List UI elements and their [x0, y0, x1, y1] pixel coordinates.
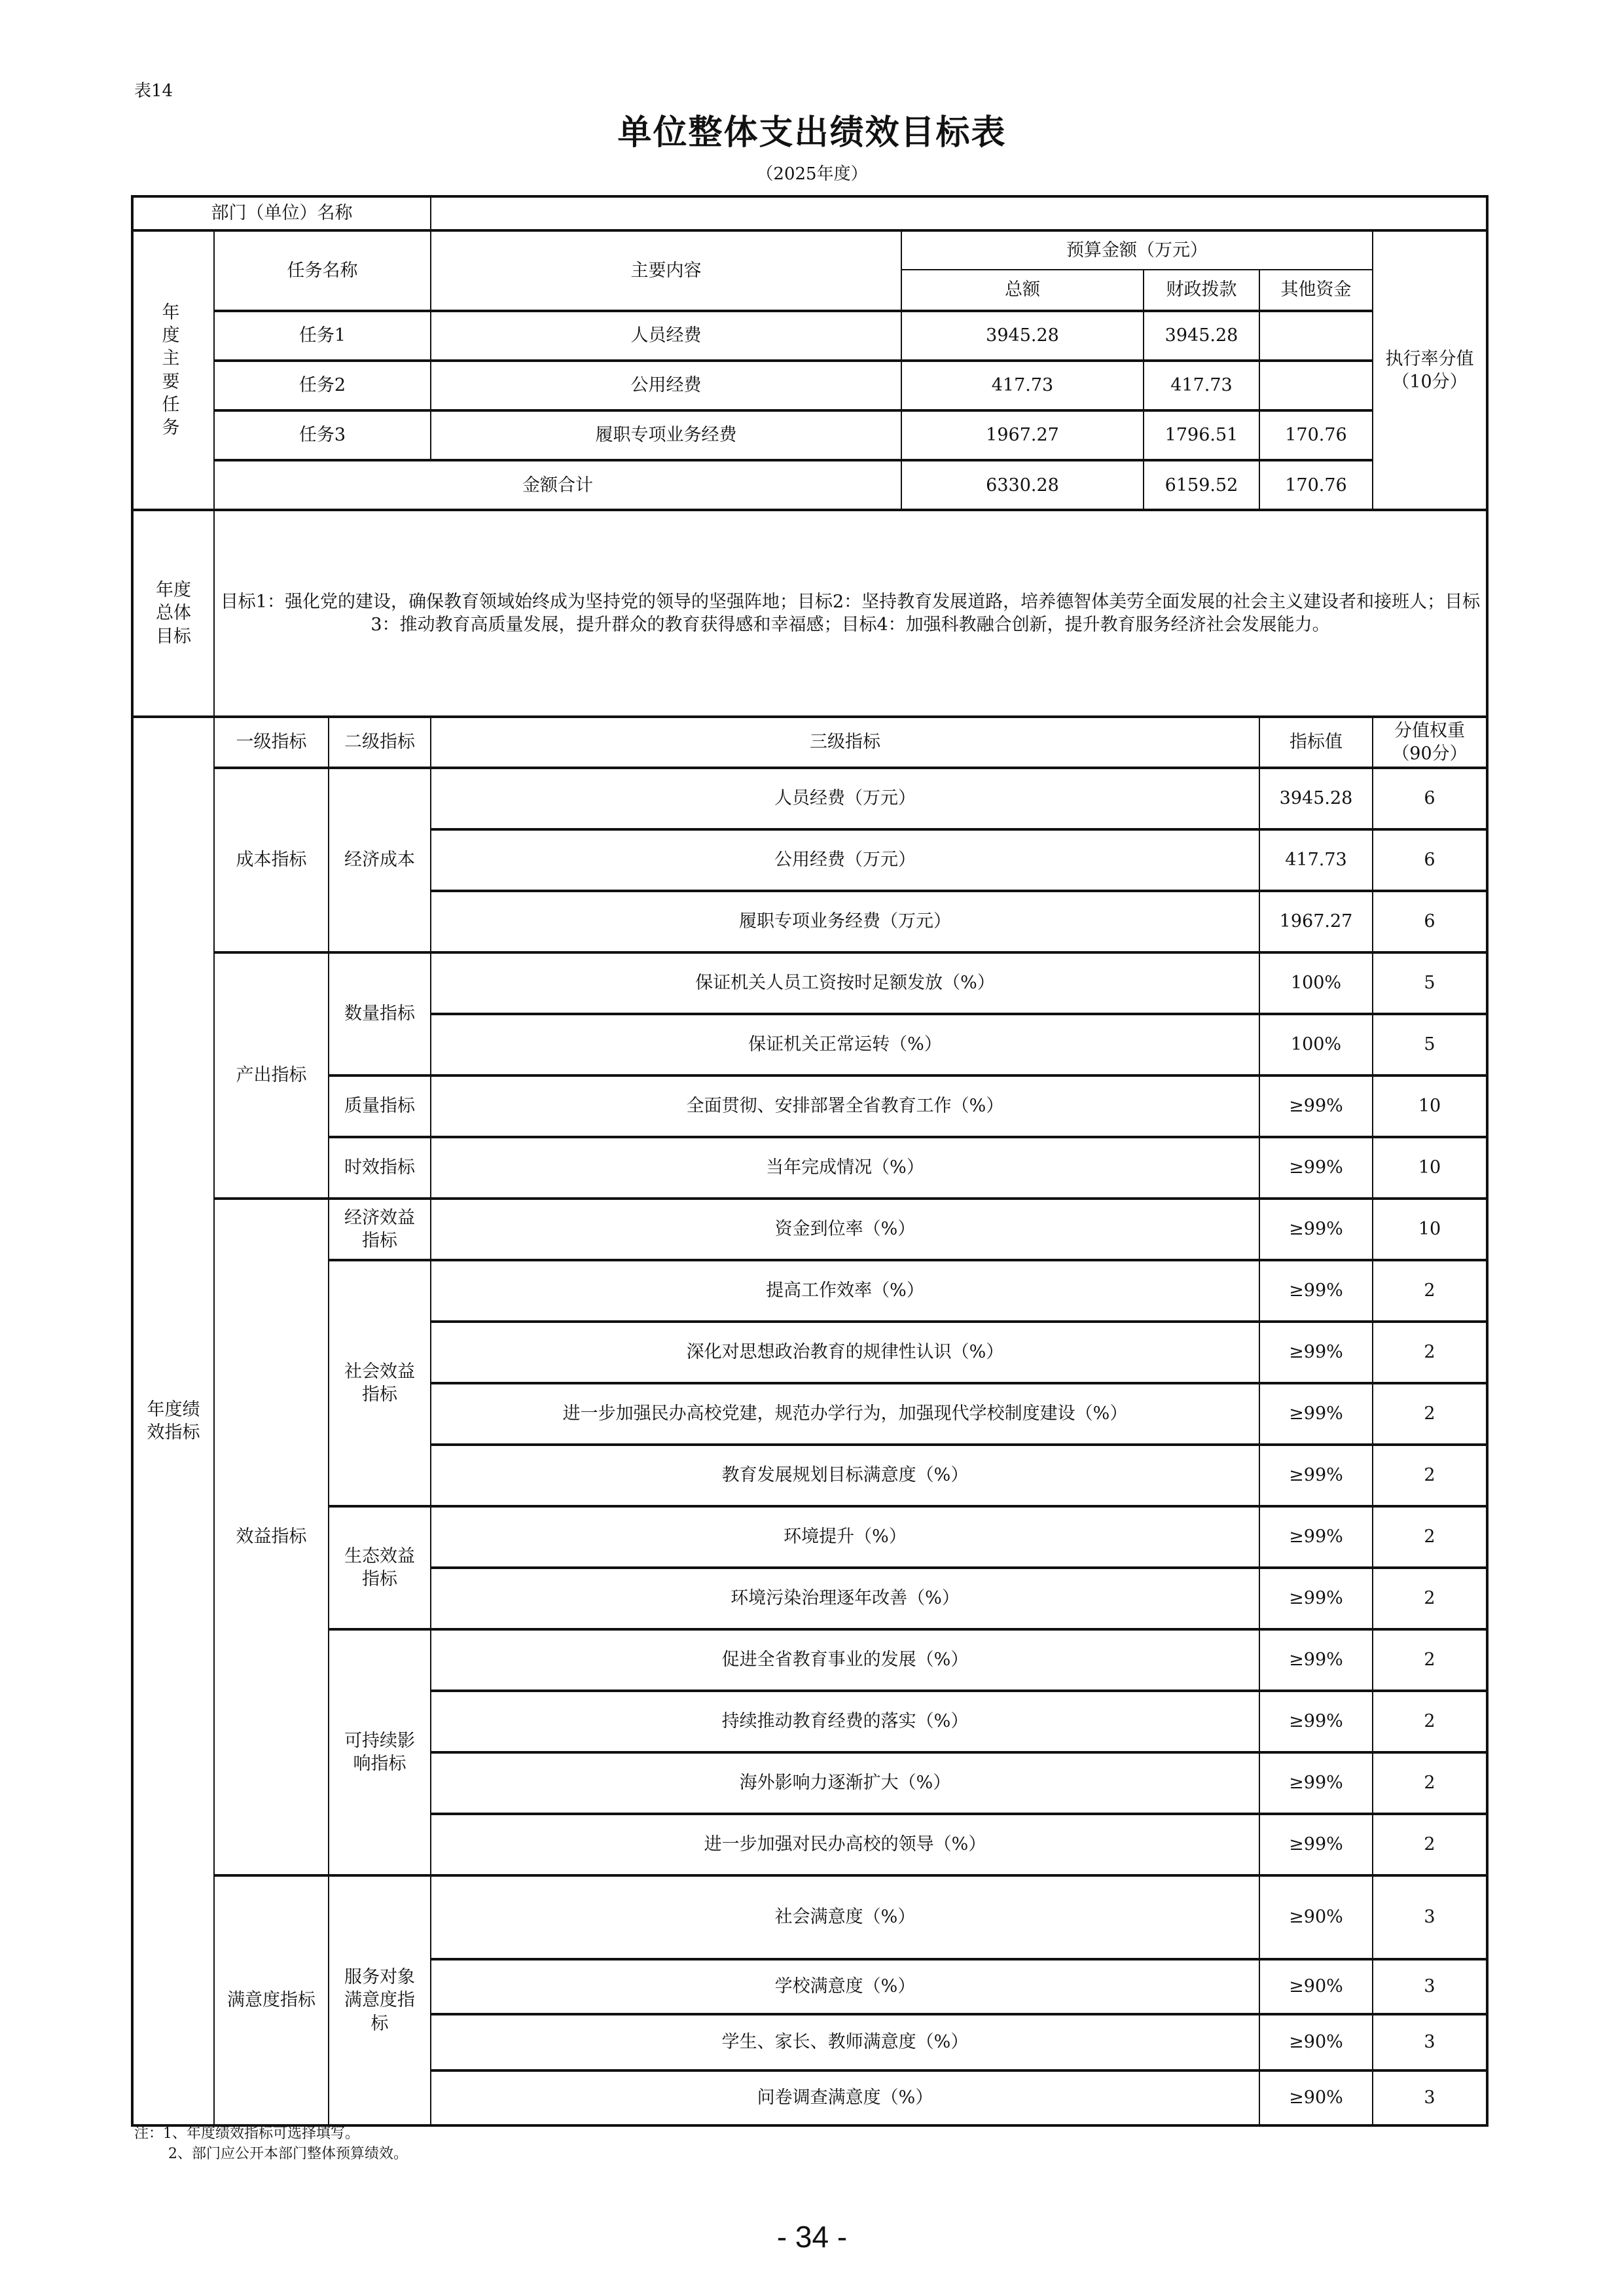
- task-other: [1259, 311, 1373, 361]
- indicator-value: ≥99%: [1259, 1322, 1373, 1383]
- dept-row: [132, 196, 1487, 230]
- indicator-name: 当年完成情况（%）: [431, 1137, 1259, 1199]
- subgroup-sustainable: 可持续影响指标: [329, 1629, 431, 1875]
- task-total: 1967.27: [901, 410, 1144, 460]
- indicator-name: 持续推动教育经费的落实（%）: [431, 1691, 1259, 1752]
- col-other: 其他资金: [1259, 270, 1373, 311]
- indicator-value: ≥99%: [1259, 1691, 1373, 1752]
- annual-goal-row: [132, 510, 1487, 717]
- indicator-value: 417.73: [1259, 829, 1373, 891]
- indicator-name: 进一步加强对民办高校的领导（%）: [431, 1814, 1259, 1875]
- indicator-value: ≥99%: [1259, 1506, 1373, 1568]
- page-subtitle-year: （2025年度）: [756, 164, 868, 184]
- dept-label: 部门（单位）名称: [132, 196, 431, 230]
- task-row: [132, 311, 1487, 361]
- footnote-1: 注：1、年度绩效指标可选择填写。: [134, 2125, 359, 2142]
- indicator-weight: 2: [1373, 1814, 1487, 1875]
- col-main-content: 主要内容: [431, 230, 901, 311]
- indicator-value: ≥90%: [1259, 2070, 1373, 2125]
- indicator-weight: 2: [1373, 1629, 1487, 1691]
- indicator-weight: 5: [1373, 1014, 1487, 1075]
- indicator-name: 资金到位率（%）: [431, 1199, 1259, 1260]
- indicator-name: 履职专项业务经费（万元）: [431, 891, 1259, 952]
- subgroup-quality: 质量指标: [329, 1075, 431, 1137]
- indicator-name: 保证机关人员工资按时足额发放（%）: [431, 952, 1259, 1014]
- indicator-row: [132, 1506, 1487, 1568]
- indicator-weight: 10: [1373, 1137, 1487, 1199]
- task-other: [1259, 361, 1373, 410]
- col-task-name: 任务名称: [214, 230, 431, 311]
- indicator-value: 3945.28: [1259, 768, 1373, 829]
- subgroup-quantity: 数量指标: [329, 952, 431, 1075]
- indicator-name: 社会满意度（%）: [431, 1875, 1259, 1959]
- indicator-value: ≥99%: [1259, 1199, 1373, 1260]
- task-row: [132, 410, 1487, 460]
- task-row: [132, 361, 1487, 410]
- subgroup-timeliness: 时效指标: [329, 1137, 431, 1199]
- indicator-weight: 2: [1373, 1260, 1487, 1322]
- indicator-weight: 2: [1373, 1445, 1487, 1506]
- indicator-value: ≥99%: [1259, 1629, 1373, 1691]
- task-name: 任务2: [214, 361, 431, 410]
- subgroup-economic-cost: 经济成本: [329, 768, 431, 952]
- indicator-name: 保证机关正常运转（%）: [431, 1014, 1259, 1075]
- tasks-section-label: 年 度 主 要 任 务: [132, 230, 214, 510]
- group-cost: 成本指标: [214, 768, 329, 952]
- indicator-value: ≥99%: [1259, 1260, 1373, 1322]
- task-total: 3945.28: [901, 311, 1144, 361]
- col-level3: 三级指标: [431, 717, 1259, 768]
- indicator-weight: 2: [1373, 1383, 1487, 1445]
- annual-goal-text: 目标1：强化党的建设，确保教育领域始终成为坚持党的领导的坚强阵地；目标2：坚持教育发展道路，培养德智体美劳全面发展的社会主义建设者和接班人；目标3：推动教育高质量发展，提升群众的教育获得感和幸福感；目标4：加强科教融合创新，提升教育服务经济社会发展能力。: [214, 510, 1487, 717]
- task-fiscal: 3945.28: [1144, 311, 1259, 361]
- page-title: 单位整体支出绩效目标表: [617, 113, 1007, 153]
- indicator-weight: 3: [1373, 1875, 1487, 1959]
- task-name: 任务1: [214, 311, 431, 361]
- col-indicator-value: 指标值: [1259, 717, 1373, 768]
- indicator-name: 学校满意度（%）: [431, 1959, 1259, 2014]
- indicator-name: 深化对思想政治教育的规律性认识（%）: [431, 1322, 1259, 1383]
- task-content: 公用经费: [431, 361, 901, 410]
- indicator-row: [132, 1199, 1487, 1260]
- task-content: 人员经费: [431, 311, 901, 361]
- subgroup-service-satisfaction: 服务对象满意度指标: [329, 1875, 431, 2125]
- indicator-weight: 3: [1373, 2014, 1487, 2070]
- indicator-value: ≥99%: [1259, 1075, 1373, 1137]
- sum-other: 170.76: [1259, 460, 1373, 510]
- task-total: 417.73: [901, 361, 1144, 410]
- indicator-row: [132, 1137, 1487, 1199]
- col-fiscal: 财政拨款: [1144, 270, 1259, 311]
- indicator-value: ≥99%: [1259, 1814, 1373, 1875]
- indicator-name: 进一步加强民办高校党建，规范办学行为，加强现代学校制度建设（%）: [431, 1383, 1259, 1445]
- col-budget-amount: 预算金额（万元）: [901, 230, 1373, 270]
- indicator-value: ≥99%: [1259, 1752, 1373, 1814]
- group-satisfaction: 满意度指标: [214, 1875, 329, 2125]
- indicator-weight: 3: [1373, 1959, 1487, 2014]
- indicator-weight: 10: [1373, 1199, 1487, 1260]
- task-fiscal: 417.73: [1144, 361, 1259, 410]
- indicator-weight: 10: [1373, 1075, 1487, 1137]
- performance-target-table: [131, 195, 1489, 2127]
- col-execution-rate: 执行率分值（10分）: [1373, 230, 1487, 510]
- task-name: 任务3: [214, 410, 431, 460]
- indicators-header-row: [132, 717, 1487, 768]
- task-fiscal: 1796.51: [1144, 410, 1259, 460]
- indicator-name: 环境提升（%）: [431, 1506, 1259, 1568]
- indicator-row: [132, 1260, 1487, 1322]
- indicator-value: ≥99%: [1259, 1568, 1373, 1629]
- indicator-value: 100%: [1259, 952, 1373, 1014]
- indicator-name: 人员经费（万元）: [431, 768, 1259, 829]
- indicator-name: 环境污染治理逐年改善（%）: [431, 1568, 1259, 1629]
- indicator-weight: 2: [1373, 1691, 1487, 1752]
- indicator-row: [132, 1629, 1487, 1691]
- indicator-value: ≥90%: [1259, 1959, 1373, 2014]
- indicator-row: [132, 1075, 1487, 1137]
- indicator-weight: 5: [1373, 952, 1487, 1014]
- sum-fiscal: 6159.52: [1144, 460, 1259, 510]
- indicator-row: [132, 768, 1487, 829]
- indicator-weight: 6: [1373, 829, 1487, 891]
- indicator-row: [132, 952, 1487, 1014]
- indicator-value: ≥90%: [1259, 1875, 1373, 1959]
- indicator-weight: 6: [1373, 891, 1487, 952]
- indicator-row: [132, 1875, 1487, 1959]
- indicator-value: ≥99%: [1259, 1445, 1373, 1506]
- group-output: 产出指标: [214, 952, 329, 1199]
- task-other: 170.76: [1259, 410, 1373, 460]
- indicator-value: 1967.27: [1259, 891, 1373, 952]
- subgroup-eco-benefit: 生态效益指标: [329, 1506, 431, 1629]
- footnote-2: 2、部门应公开本部门整体预算绩效。: [168, 2145, 408, 2162]
- dept-value: [431, 196, 1487, 230]
- indicator-name: 学生、家长、教师满意度（%）: [431, 2014, 1259, 2070]
- sum-label: 金额合计: [214, 460, 901, 510]
- indicator-weight: 6: [1373, 768, 1487, 829]
- indicator-name: 海外影响力逐渐扩大（%）: [431, 1752, 1259, 1814]
- indicator-name: 问卷调查满意度（%）: [431, 2070, 1259, 2125]
- col-level1: 一级指标: [214, 717, 329, 768]
- indicator-name: 提高工作效率（%）: [431, 1260, 1259, 1322]
- indicators-section-label: 年度绩效指标: [132, 717, 214, 2125]
- indicator-name: 教育发展规划目标满意度（%）: [431, 1445, 1259, 1506]
- indicator-name: 全面贯彻、安排部署全省教育工作（%）: [431, 1075, 1259, 1137]
- indicator-value: ≥99%: [1259, 1383, 1373, 1445]
- col-weight: 分值权重（90分）: [1373, 717, 1487, 768]
- task-sum-row: [132, 460, 1487, 510]
- sum-total: 6330.28: [901, 460, 1144, 510]
- indicator-name: 促进全省教育事业的发展（%）: [431, 1629, 1259, 1691]
- subgroup-economic-benefit: 经济效益指标: [329, 1199, 431, 1260]
- footnotes: [134, 2124, 408, 2165]
- group-benefit: 效益指标: [214, 1199, 329, 1875]
- indicator-weight: 2: [1373, 1322, 1487, 1383]
- indicator-weight: 3: [1373, 2070, 1487, 2125]
- col-level2: 二级指标: [329, 717, 431, 768]
- table-number: 表14: [134, 81, 173, 101]
- task-content: 履职专项业务经费: [431, 410, 901, 460]
- col-total: 总额: [901, 270, 1144, 311]
- indicator-value: 100%: [1259, 1014, 1373, 1075]
- indicator-weight: 2: [1373, 1506, 1487, 1568]
- indicator-value: ≥90%: [1259, 2014, 1373, 2070]
- indicator-name: 公用经费（万元）: [431, 829, 1259, 891]
- page-number: - 34 -: [776, 2220, 848, 2254]
- subgroup-social-benefit: 社会效益指标: [329, 1260, 431, 1506]
- tasks-header-row: [132, 230, 1487, 270]
- annual-goal-label: 年度总体目标: [132, 510, 214, 717]
- indicator-weight: 2: [1373, 1752, 1487, 1814]
- indicator-value: ≥99%: [1259, 1137, 1373, 1199]
- indicator-weight: 2: [1373, 1568, 1487, 1629]
